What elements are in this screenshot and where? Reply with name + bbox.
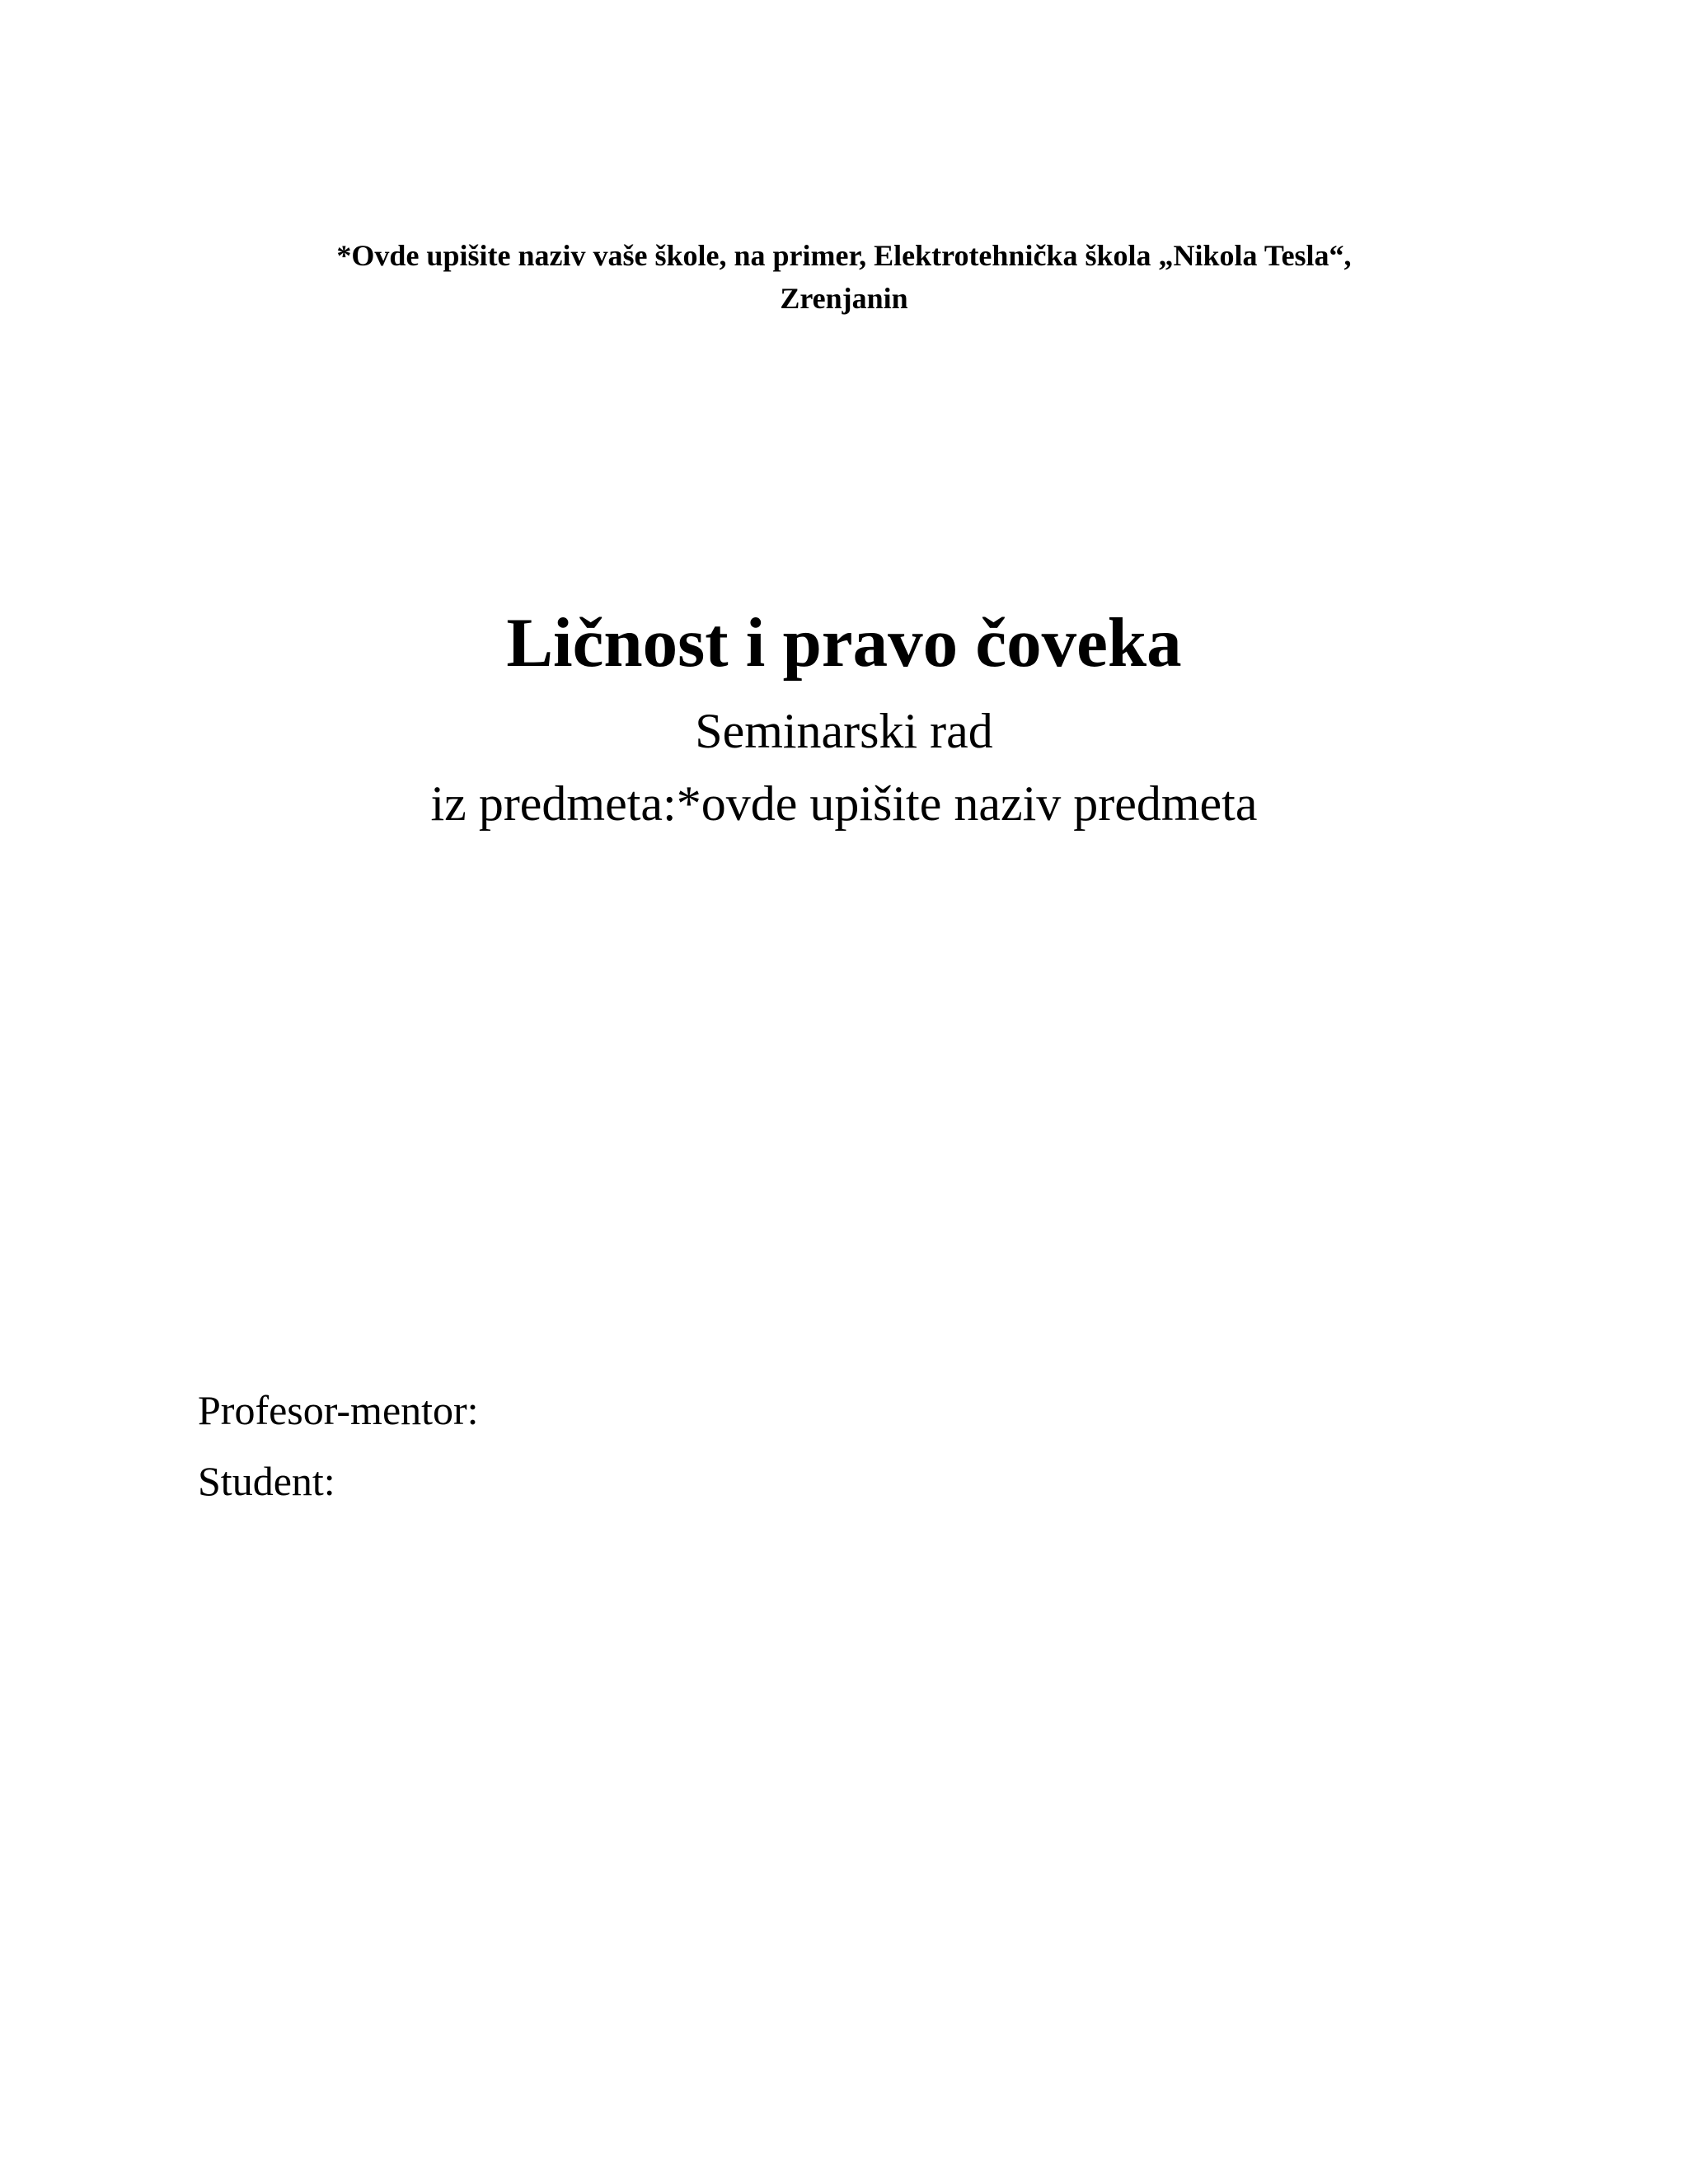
signature-block	[198, 1375, 479, 1516]
subtitle-line-2: iz predmeta:*ovde upišite naziv predmeta	[430, 776, 1258, 831]
student-label: Student:	[198, 1458, 335, 1504]
mentor-label: Profesor-mentor:	[198, 1387, 479, 1433]
document-subtitle	[0, 695, 1688, 840]
school-name-line-2: Zrenjanin	[780, 282, 908, 315]
school-name	[198, 234, 1490, 320]
subtitle-line-1: Seminarski rad	[695, 704, 993, 758]
school-name-line-1: *Ovde upišite naziv vaše škole, na primer, Elektrotehnička škola „Nikola Tesla“,	[336, 239, 1352, 272]
document-title: Ličnost i pravo čoveka	[506, 604, 1182, 682]
